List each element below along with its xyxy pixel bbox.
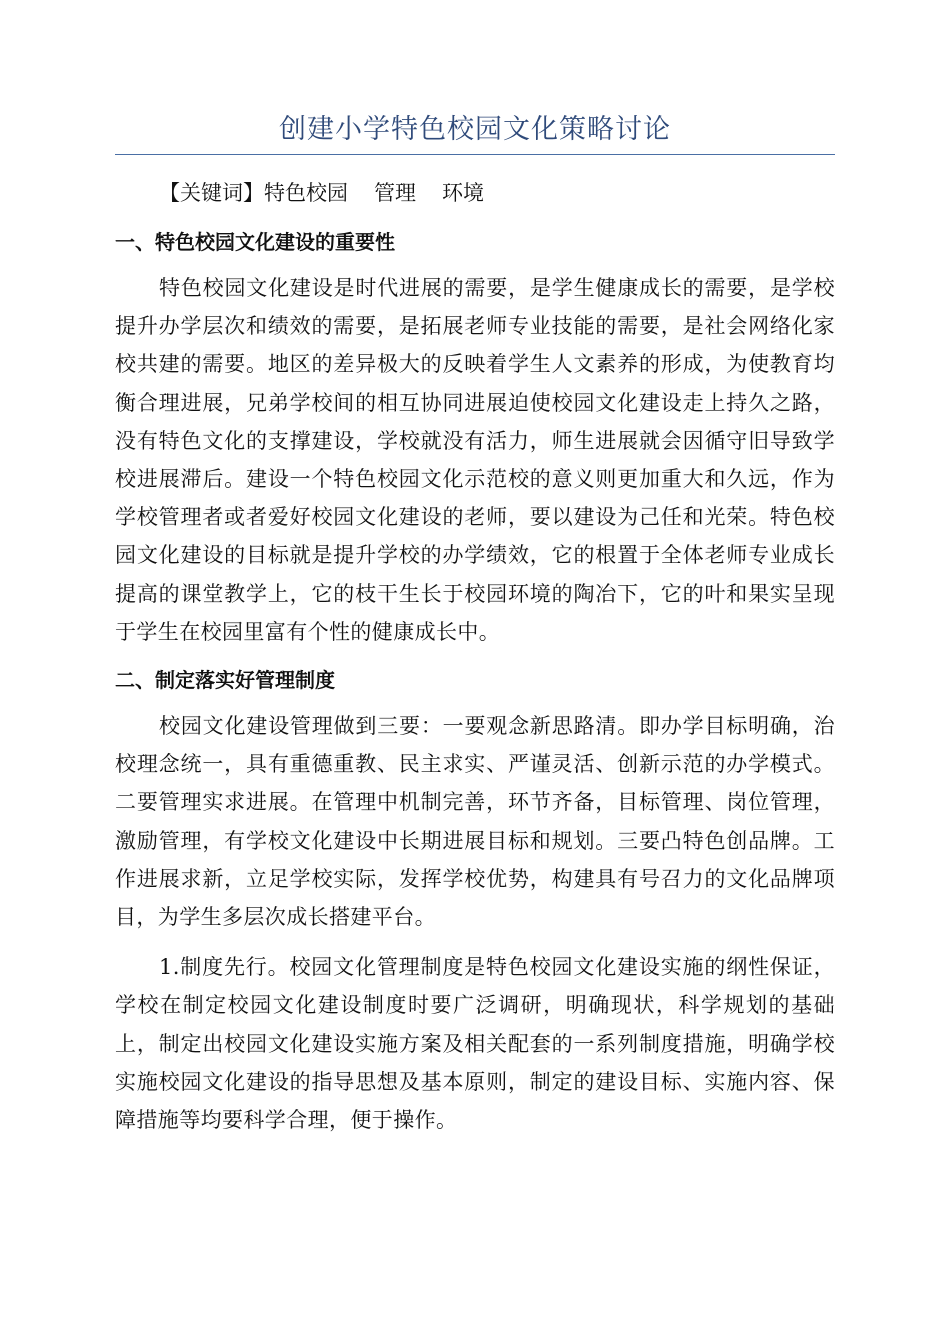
keyword-term: 管理: [374, 181, 416, 205]
body-paragraph: 特色校园文化建设是时代进展的需要，是学生健康成长的需要，是学校提升办学层次和绩效的需要，是拓展老师专业技能的需要，是社会网络化家校共建的需要。地区的差异极大的反映着学生人文素养的形成，为使教育均衡合理进展，兄弟学校间的相互协同进展迫使校园文化建设走上持久之路，没有特色文化的支撑建设，学校就没有活力，师生进展就会因循守旧导致学校进展滞后。建设一个特色校园文化示范校的意义则更加重大和久远，作为学校管理者或者爱好校园文化建设的老师，要以建设为己任和光荣。特色校园文化建设的目标就是提升学校的办学绩效，它的根置于全体老师专业成长提高的课堂教学上，它的枝干生长于校园环境的陶冶下，它的叶和果实呈现于学生在校园里富有个性的健康成长中。: [115, 276, 835, 644]
section-heading: 二、制定落实好管理制度: [115, 668, 335, 693]
keywords-label: 【关键词】: [159, 181, 264, 205]
document-title: 创建小学特色校园文化策略讨论: [115, 108, 835, 155]
body-paragraph: 1.制度先行。校园文化管理制度是特色校园文化建设实施的纲性保证，学校在制定校园文化建设制度时要广泛调研，明确现状，科学规划的基础上，制定出校园文化建设实施方案及相关配套的一系列制度措施，明确学校实施校园文化建设的指导思想及基本原则，制定的建设目标、实施内容、保障措施等均要科学合理，便于操作。: [115, 955, 835, 1133]
body-paragraph: 校园文化建设管理做到三要：一要观念新思路清。即办学目标明确，治校理念统一，具有重德重教、民主求实、严谨灵活、创新示范的办学模式。二要管理实求进展。在管理中机制完善，环节齐备，目标管理、岗位管理，激励管理，有学校文化建设中长期进展目标和规划。三要凸特色创品牌。工作进展求新，立足学校实际，发挥学校优势，构建具有号召力的文化品牌项目，为学生多层次成长搭建平台。: [115, 714, 835, 930]
keywords-line: [115, 173, 835, 213]
keyword-term: 特色校园: [264, 181, 348, 205]
keyword-term: 环境: [442, 181, 484, 205]
document-page: [115, 108, 835, 1147]
section-heading: 一、特色校园文化建设的重要性: [115, 230, 395, 254]
